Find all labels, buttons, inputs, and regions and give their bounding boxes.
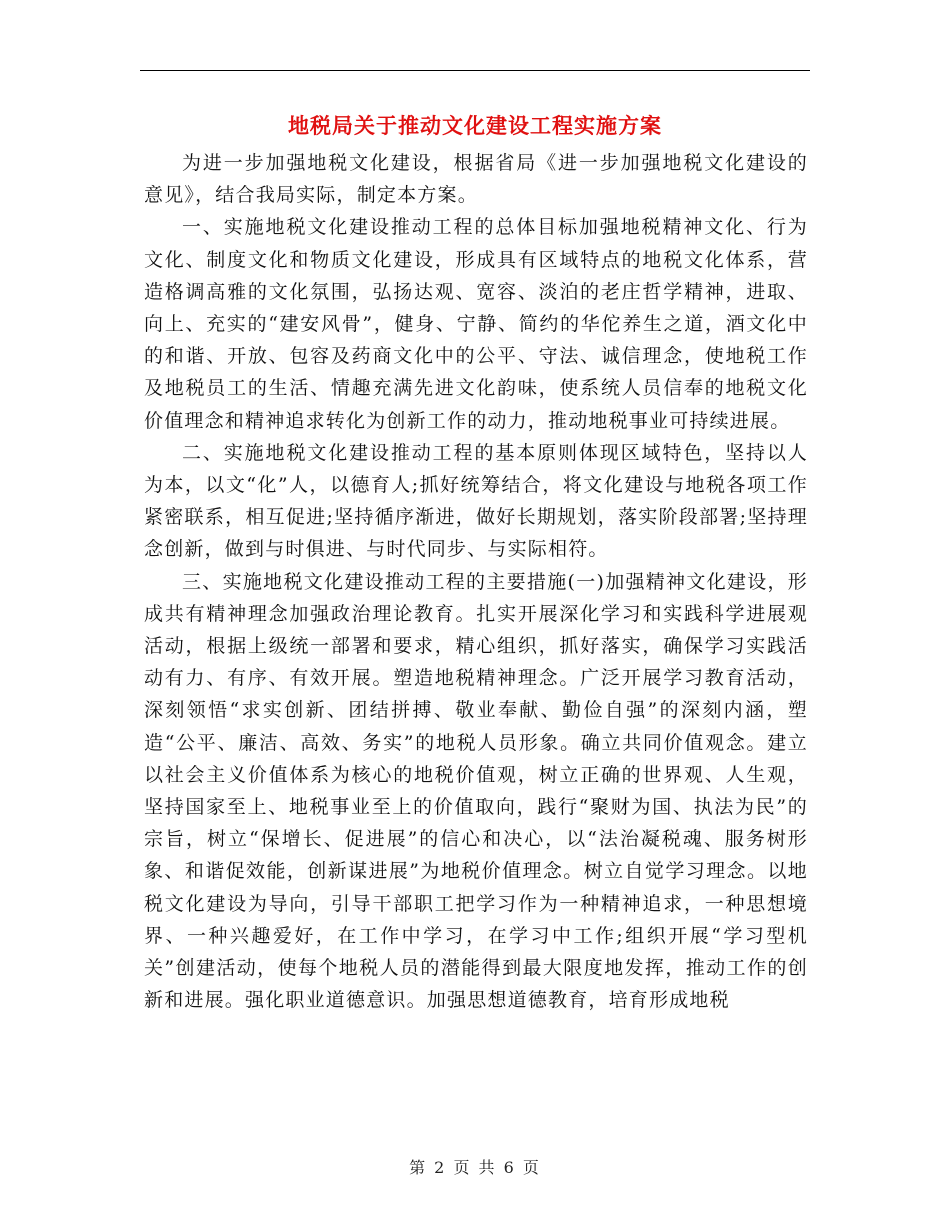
paragraph-intro: 为进一步加强地税文化建设，根据省局《进一步加强地税文化建设的意见》，结合我局实际，制定本方案。 (144, 152, 808, 207)
document-body (144, 147, 808, 1016)
paragraph-section-2: 二、实施地税文化建设推动工程的基本原则体现区域特色，坚持以人为本，以文“化”人，以德育人;抓好统筹结合，将文化建设与地税各项工作紧密联系，相互促进;坚持循序渐进，做好长期规划，落实阶段部署;坚持理念创新，做到与时俱进、与时代同步、与实际相符。 (144, 441, 808, 561)
document-title: 地税局关于推动文化建设工程实施方案 (288, 113, 662, 138)
paragraph-section-3: 三、实施地税文化建设推动工程的主要措施(一)加强精神文化建设，形成共有精神理念加强政治理论教育。扎实开展深化学习和实践科学进展观活动，根据上级统一部署和要求，精心组织，抓好落实，确保学习实践活动有力、有序、有效开展。塑造地税精神理念。广泛开展学习教育活动，深刻领悟“求实创新、团结拼搏、敬业奉献、勤俭自强”的深刻内涵，塑造“公平、廉洁、高效、务实”的地税人员形象。确立共同价值观念。建立以社会主义价值体系为核心的地税价值观，树立正确的世界观、人生观，坚持国家至上、地税事业至上的价值取向，践行“聚财为国、执法为民”的宗旨，树立“保增长、促进展”的信心和决心，以“法治凝税魂、服务树形象、和谐促效能，创新谋进展”为地税价值理念。树立自觉学习理念。以地税文化建设为导向，引导干部职工把学习作为一种精神追求，一种思想境界、一种兴趣爱好，在工作中学习，在学习中工作;组织开展“学习型机关”创建活动，使每个地税人员的潜能得到最大限度地发挥，推动工作的创新和进展。强化职业道德意识。加强思想道德教育，培育形成地税 (144, 570, 808, 1012)
header-rule (140, 70, 810, 71)
page-number-footer: 第 2 页 共 6 页 (409, 1158, 541, 1177)
paragraph-section-1: 一、实施地税文化建设推动工程的总体目标加强地税精神文化、行为文化、制度文化和物质文化建设，形成具有区域特点的地税文化体系，营造格调高雅的文化氛围，弘扬达观、宽容、淡泊的老庄哲学精神，进取、向上、充实的“建安风骨”，健身、宁静、简约的华佗养生之道，酒文化中的和谐、开放、包容及药商文化中的公平、守法、诚信理念，使地税工作及地税员工的生活、情趣充满先进文化韵味，使系统人员信奉的地税文化价值理念和精神追求转化为创新工作的动力，推动地税事业可持续进展。 (144, 216, 808, 432)
